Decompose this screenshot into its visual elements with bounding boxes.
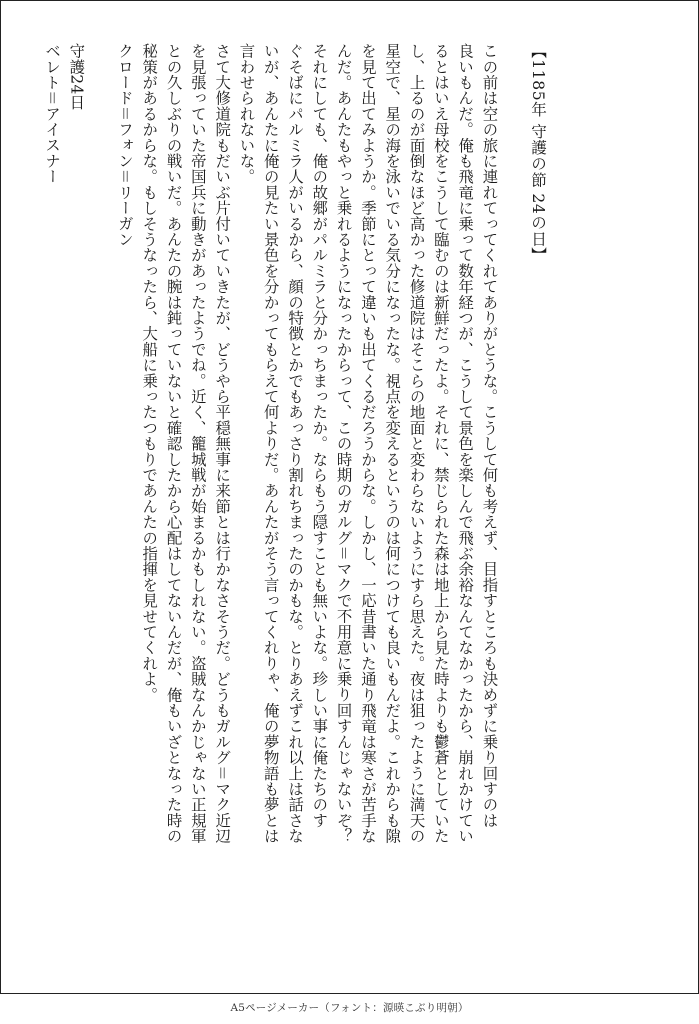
paragraph-3-line-2: を見張っていた帝国兵に動きがあったようでね。近く、籠城戦が始まるかもしれない。盗賊なんかじゃない正規軍 <box>188 43 207 844</box>
paragraph-2-line-4: 言わせられないな。 <box>237 43 256 185</box>
line-gap <box>88 43 112 943</box>
paragraph-1-line-1: この前は空の旅に連れてってくれてありがとうな。こうして何も考えず、目指すところも決めずに乗り回すのは <box>480 43 499 828</box>
paragraph-3-line-4: 秘策があるからな。もしそうなったら、大船に乗ったつもりであんたの指揮を見せてくれよ。 <box>140 43 159 703</box>
paragraph-1-line-7: んだ。あんたもやっと乗れるようになったからって、この時期のガルグ＝マクで不用意に乗り回すんじゃないぞ？ <box>334 43 353 844</box>
paragraph-2-line-1: それにしても、俺の故郷がパルミラと分かっちまったか。ならもう隠すことも無いよな。珍しい事に俺たちのす <box>310 43 329 828</box>
paragraph-1-line-6: を見て出てみようか。季節にとって違いも出てくるだろうからな。しかし、一応昔書いた通り飛竜は寒さが苦手な <box>358 43 377 844</box>
paragraph-3-line-1: さて大修道院もだいぶ片付いていきたが、どうやら平穏無事に来節とは行かなさそうだ。どうもガルグ＝マク近辺 <box>213 43 232 844</box>
paragraph-1-line-3: るとはいえ母校をこうして臨むのは新鮮だったよ。それに、禁じられた森は地上から見た時よりも鬱蒼としていた <box>431 43 450 844</box>
paragraph-1-line-4: し、上るのが面倒なほど高かった修道院はそこらの地面と変わらないようにすら思えた。夜は狙ったように満天の <box>407 43 426 844</box>
paragraph-1-line-2: 良いもんだ。俺も飛竜に乗って数年経つが、こうして景色を楽しんで飛ぶ余裕なんてなかったから、崩れかけてい <box>456 43 475 844</box>
signature-sender: クロード＝フォン＝リーガン <box>115 43 134 248</box>
letter-body <box>40 43 550 943</box>
letter-title: 【1185年 守護の節 24の日】 <box>529 43 547 264</box>
paragraph-2-line-3: いが、あんたに俺の見たい景色を分かってもらえて何よりだ。あんたがそう言ってくれりゃ、俺の夢物語も夢とは <box>261 43 280 844</box>
paragraph-3-line-3: との久しぶりの戦いだ。あんたの腕は鈍っていないと確認したから心配はしてないんだが、俺もいざとなった時の <box>164 43 183 844</box>
paragraph-1-line-5: 星空で、星の海を泳いでいる気分になったな。視点を変えるというのは何につけても良いもんだよ。これからも隙 <box>383 43 402 844</box>
signature-recipient: ベレト＝アイスナー <box>43 43 62 185</box>
paragraph-2-line-2: ぐそばにパルミラ人がいるから、顔の特徴とかでもあっさり割れちまったのかもな。とりあえずこれ以上は話さな <box>286 43 305 844</box>
signature-date: 守護24日 <box>67 43 86 111</box>
footer-caption: A5ページメーカー（フォント：源暎こぶり明朝） <box>230 1002 469 1014</box>
line-gap <box>501 43 525 943</box>
